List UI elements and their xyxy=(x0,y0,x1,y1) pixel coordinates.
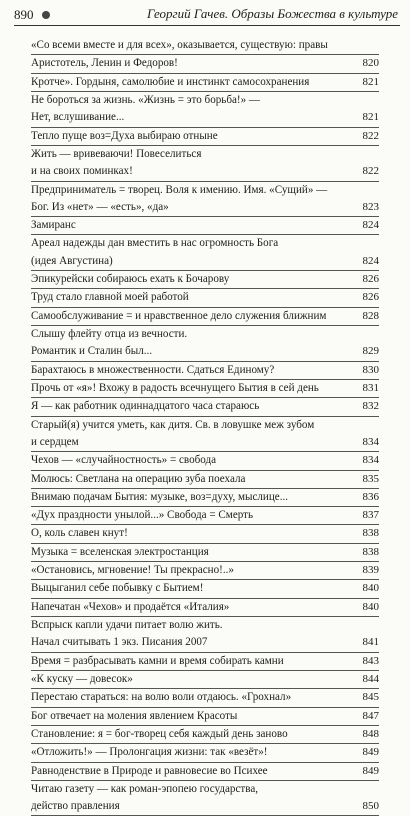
toc-page-number: 849 xyxy=(360,744,380,761)
toc-page-number: 828 xyxy=(360,308,380,325)
toc-page-number: 821 xyxy=(360,74,380,91)
toc-entry xyxy=(31,37,379,55)
toc-entry xyxy=(31,562,379,580)
toc-entry-text: Становление: я = бог-творец себя каждый день заново xyxy=(31,727,288,740)
toc-entry xyxy=(31,599,379,617)
toc-entry xyxy=(31,544,379,562)
toc-entry-line xyxy=(31,781,379,798)
toc-entry-line xyxy=(31,182,379,199)
toc-entry xyxy=(31,617,379,653)
bullet-dot-icon xyxy=(42,11,50,19)
toc-page-number: 843 xyxy=(360,653,380,670)
toc-entry-line xyxy=(31,199,379,216)
toc-entry-text: Аристотель, Ленин и Федоров! xyxy=(31,57,178,70)
toc-entry-text: Бог. Из «нет» — «есть», «да» xyxy=(31,200,169,213)
toc-entry xyxy=(31,398,379,416)
toc-entry-text: Чехов — «случайностность» = свобода xyxy=(31,454,217,467)
toc-entry-line xyxy=(31,92,379,109)
toc-entry-text: Замиранс xyxy=(31,219,76,232)
toc-entry-text: и сердцем xyxy=(31,435,79,448)
toc-page-number: 822 xyxy=(360,163,380,180)
toc-entry-text: Старый(я) учится уметь, как дитя. Св. в ловушке меж зубом xyxy=(31,418,315,431)
toc-entry xyxy=(31,580,379,598)
toc-page-number: 850 xyxy=(360,798,380,815)
toc-page-number: 849 xyxy=(360,763,380,780)
toc-entry-line xyxy=(31,128,379,145)
toc-page-number: 835 xyxy=(360,471,380,488)
toc-page-number: 838 xyxy=(360,525,380,542)
toc-page-number: 832 xyxy=(360,398,380,415)
toc-entry-line xyxy=(31,708,379,725)
toc-entry-text: Время = разбрасывать камни и время собирать камни xyxy=(31,654,284,667)
toc-entry xyxy=(31,744,379,762)
toc-entry xyxy=(31,525,379,543)
toc-entry-line xyxy=(31,37,379,54)
toc-entry-text: Выцыганил себе побывку с Бытием! xyxy=(31,582,204,595)
toc-entry-line xyxy=(31,308,379,325)
toc-entry xyxy=(31,362,379,380)
toc-entry-line xyxy=(31,109,379,126)
toc-entry-line xyxy=(31,253,379,270)
toc-entry-line xyxy=(31,55,379,72)
toc-page-number: 831 xyxy=(360,380,380,397)
toc-entry-text: Тепло пуще воз=Духа выбираю отныне xyxy=(31,129,218,142)
toc-entry-text: действо правления xyxy=(31,800,120,813)
toc-entry xyxy=(31,55,379,73)
toc-page-number: 838 xyxy=(360,544,380,561)
toc-entry-line xyxy=(31,343,379,360)
toc-entry xyxy=(31,763,379,781)
toc-entry xyxy=(31,182,379,218)
toc-entry xyxy=(31,217,379,235)
toc-entry-line xyxy=(31,163,379,180)
toc-entry-text: Нет, вслушивание... xyxy=(31,111,125,124)
toc-page-number: 840 xyxy=(360,599,380,616)
toc-entry-text: Внимаю подачам Бытия: музыке, воз=духу, мыслице... xyxy=(31,490,289,503)
toc-entry-text: «Отложить!» — Пролонгация жизни: так «везёт»! xyxy=(31,746,268,759)
toc-entry-text: Молюсь: Светлана на операцию зуба поехала xyxy=(31,472,246,485)
toc-entry-line xyxy=(31,653,379,670)
toc-entry xyxy=(31,74,379,92)
toc-entry-line xyxy=(31,671,379,688)
toc-entry-line xyxy=(31,544,379,561)
toc-entry-line xyxy=(31,417,379,434)
toc-page-number: 821 xyxy=(360,109,380,126)
toc-entry-line xyxy=(31,763,379,780)
toc-entry-text: «Остановись, мгновение! Ты прекрасно!..» xyxy=(31,564,234,577)
toc-page-number: 847 xyxy=(360,708,380,725)
toc-entry xyxy=(31,146,379,182)
toc-page-number: 836 xyxy=(360,489,380,506)
toc-entry-text: Самообслуживание = и нравственное дело служения ближним xyxy=(31,309,327,322)
toc-entry xyxy=(31,289,379,307)
toc-page-number: 834 xyxy=(360,452,380,469)
toc-entry-line xyxy=(31,362,379,379)
toc-entry xyxy=(31,128,379,146)
toc-entry xyxy=(31,452,379,470)
toc-entry-text: Напечатан «Чехов» и продаётся «Италия» xyxy=(31,600,230,613)
toc-entry-text: Вспрыск капли удачи питает волю жить. xyxy=(31,619,223,631)
toc-entry-text: Жить — вривеваючи! Повеселиться xyxy=(31,147,202,160)
toc-entry-line xyxy=(31,271,379,288)
toc-entry-text: Читаю газету — как роман-эпопею государства, xyxy=(31,782,259,795)
toc-entry-text: Не бороться за жизнь. «Жизнь = это борьба!» — xyxy=(31,93,261,106)
toc-entry-text: Романтик и Сталин был... xyxy=(31,345,153,358)
toc-page-number: 824 xyxy=(360,253,380,270)
page-number: 890 xyxy=(14,7,34,22)
toc-entry-line xyxy=(31,289,379,306)
toc-entry xyxy=(31,326,379,362)
toc-entry-text: Барахтаюсь в множественности. Сдаться Единому? xyxy=(31,363,275,376)
toc-entry xyxy=(31,671,379,689)
toc-entry-line xyxy=(31,634,379,651)
toc-entry-text: Музыка = вселенская электростанция xyxy=(31,545,209,558)
toc-entry-line xyxy=(31,507,379,524)
toc-entry-line xyxy=(31,726,379,743)
toc-entry-line xyxy=(31,744,379,761)
running-head: Георгий Гачев. Образы Божества в культуре xyxy=(146,6,398,21)
toc-entry xyxy=(31,235,379,271)
toc-entry-text: Начал считывать 1 экз. Писания 2007 xyxy=(31,636,208,649)
toc-entry-text: (идея Августина) xyxy=(31,254,113,267)
toc-entry-line xyxy=(31,489,379,506)
toc-entry-line xyxy=(31,146,379,163)
toc-entry-line xyxy=(31,398,379,415)
toc-page-number: 820 xyxy=(360,55,380,72)
toc-page-number: 826 xyxy=(360,289,380,306)
toc-entry-line xyxy=(31,798,379,815)
toc-entry-text: Труд стало главной моей работой xyxy=(31,291,189,304)
toc-entry-text: Равноденствие в Природе и равновесие во Психее xyxy=(31,764,268,777)
toc-entry-line xyxy=(31,525,379,542)
toc-entry xyxy=(31,380,379,398)
toc-entry xyxy=(31,708,379,726)
toc-page-number: 823 xyxy=(360,199,380,216)
toc-entry xyxy=(31,92,379,128)
toc-entry xyxy=(31,726,379,744)
toc-entry-line xyxy=(31,217,379,234)
toc-entry-line xyxy=(31,599,379,616)
toc-page-number: 840 xyxy=(360,580,380,597)
table-of-contents xyxy=(31,37,379,816)
toc-page-number: 845 xyxy=(360,689,380,706)
toc-entry-line xyxy=(31,434,379,451)
page-header xyxy=(14,5,400,26)
toc-entry-text: Эпикурейски собираюсь ехать к Бочарову xyxy=(31,273,230,286)
toc-entry xyxy=(31,489,379,507)
toc-page-number: 830 xyxy=(360,362,380,379)
toc-entry-text: «Со всеми вместе и для всех», оказывается, существую: правы xyxy=(31,39,328,51)
toc-entry-line xyxy=(31,617,379,634)
toc-entry xyxy=(31,653,379,671)
toc-page-number: 844 xyxy=(360,671,380,688)
toc-page-number: 837 xyxy=(360,507,380,524)
toc-page-number: 826 xyxy=(360,271,380,288)
toc-entry xyxy=(31,781,379,816)
toc-entry xyxy=(31,308,379,326)
toc-entry-line xyxy=(31,326,379,343)
toc-entry-text: Я — как работник одиннадцатого часа стараюсь xyxy=(31,400,260,413)
toc-entry-text: «К куску — довесок» xyxy=(31,672,133,685)
toc-page-number: 841 xyxy=(360,634,380,651)
toc-page-number: 824 xyxy=(360,217,380,234)
toc-page-number: 829 xyxy=(360,343,380,360)
toc-entry-line xyxy=(31,452,379,469)
toc-entry-line xyxy=(31,580,379,597)
toc-entry-line xyxy=(31,74,379,91)
toc-entry-line xyxy=(31,235,379,252)
toc-entry-line xyxy=(31,471,379,488)
toc-entry-text: Предприниматель = творец. Воля к имению. Имя. «Сущий» — xyxy=(31,183,328,196)
toc-entry-line xyxy=(31,689,379,706)
toc-page-number: 822 xyxy=(360,128,380,145)
toc-entry xyxy=(31,417,379,453)
toc-entry-text: О, коль славен кнут! xyxy=(31,527,128,540)
toc-entry-text: Ареал надежды дан вместить в нас огромность Бога xyxy=(31,237,279,250)
toc-entry-line xyxy=(31,562,379,579)
toc-entry xyxy=(31,471,379,489)
toc-entry xyxy=(31,507,379,525)
toc-entry-text: Перестаю стараться: на волю воли отдаюсь. «Грохнал» xyxy=(31,691,292,704)
toc-entry-text: «Дух праздности унылой...» Свобода = Смерть xyxy=(31,509,254,522)
toc-entry-text: и на своих поминках! xyxy=(31,165,133,178)
toc-page-number: 834 xyxy=(360,434,380,451)
toc-entry xyxy=(31,689,379,707)
toc-page-number: 848 xyxy=(360,726,380,743)
toc-entry-text: Прочь от «я»! Вхожу в радость всечнущего Бытия в сей день xyxy=(31,381,319,394)
toc-entry xyxy=(31,271,379,289)
toc-entry-text: Бог отвечает на моления явлением Красоты xyxy=(31,709,238,722)
toc-entry-line xyxy=(31,380,379,397)
toc-entry-text: Кротче». Гордыня, самолюбие и инстинкт самосохранения xyxy=(31,75,310,88)
toc-entry-text: Слышу флейту отца из вечности. xyxy=(31,328,188,340)
toc-page-number: 839 xyxy=(360,562,380,579)
